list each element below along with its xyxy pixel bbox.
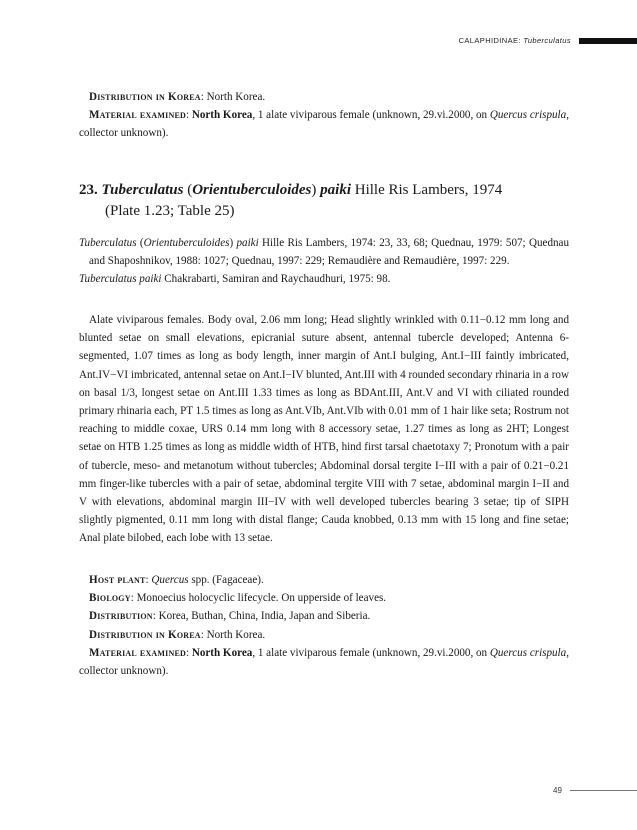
material-examined-line: Material examined: North Korea, 1 alate viviparous female (unknown, 29.vi.2000, on Quercus crispula, collector unknown). <box>79 109 569 140</box>
plate-reference: (Plate 1.23; Table 25) <box>105 203 235 219</box>
distribution-label: Distribution <box>89 610 153 623</box>
footer-rule <box>570 790 637 791</box>
running-head-bar <box>579 38 637 44</box>
synonymy <box>79 234 569 289</box>
bottom-records <box>79 571 569 680</box>
species-title: 23. Tuberculatus (Orientuberculoides) paiki Hille Ris Lambers, 1974 <box>79 182 503 198</box>
running-head-text: CALAPHIDINAE: Tuberculatus <box>458 36 571 45</box>
synonymy-line: Tuberculatus (Orientuberculoides) paiki Hille Ris Lambers, 1974: 23, 33, 68; Quednau, 1979: 507; Quednau and Shaposhnikov, 1988: 1027; Quednau, 1997: 229; Remaudière and Remaudière, 1997: 229. <box>79 237 570 268</box>
distribution-korea-label: Distribution in Korea <box>89 91 201 103</box>
top-records <box>79 88 569 143</box>
running-head-genus: Tuberculatus <box>523 36 571 45</box>
description <box>79 311 569 548</box>
description-paragraph: Alate viviparous females. Body oval, 2.06 mm long; Head slightly wrinkled with 0.11−0.12 mm long and blunted setae on small elevations, epicranial suture absent, antennal tubercle developed; Antenna 6-segmented, 1.07 times as long as body length, inner margin of Ant.I bulging, Ant.I−III faintly imbricated, Ant.IV−VI imbricated, antennal setae on Ant.I−IV blunted, Ant.III with 4 rounded secondary rhinaria in a row on basal 1/3, longest setae on Ant.III 1.33 times as long as BDAnt.III, Ant.V and VI with ciliated rounded primary rhinaria each, PT 1.5 times as long as Ant.VIb, Ant.VIb with 0.01 mm of 1 hair like seta; Rostrum not reaching to middle coxae, URS 0.14 mm long with 8 accessory setae, 1.27 times as long as 2HT; Longest setae on HTB 1.25 times as long as middle width of HTB, hind first tarsal chaetotaxy 7; Pronotum with a pair of tubercle, meso- and metanotum without tubercles; Abdominal dorsal tergite I−III with a pair of 0.21−0.21 mm finger-like tubercles with a pair of setae, abdominal tergite VIII with 7 setae, abdominal margin I−II and V with elevations, abdominal margin III−IV with well developed tubercles bearing 3 setae; tip of SIPH slightly pigmented, 0.11 mm long with distal flange; Cauda knobbed, 0.13 mm with 15 long and fine setae; Anal plate bilobed, each lobe with 13 setae. <box>79 314 569 545</box>
distribution-korea-line: Distribution in Korea: North Korea. <box>89 628 266 641</box>
page-number: 49 <box>553 786 562 795</box>
material-examined-label: Material examined <box>89 646 186 659</box>
material-examined-line: Material examined: North Korea, 1 alate viviparous female (unknown, 29.vi.2000, on Quercus crispula, collector unknown). <box>79 646 569 678</box>
material-examined-label: Material examined <box>89 109 186 122</box>
distribution-line: Distribution: Korea, Buthan, China, India, Japan and Siberia. <box>89 610 371 623</box>
host-plant-line: Host plant: Quercus spp. (Fagaceae). <box>89 574 264 586</box>
host-plant-label: Host plant <box>89 574 146 586</box>
biology-label: Biology <box>89 592 131 605</box>
species-heading <box>79 180 569 222</box>
distribution-korea-line: Distribution in Korea: North Korea. <box>89 91 266 103</box>
biology-line: Biology: Monoecius holocyclic lifecycle. On upperside of leaves. <box>89 592 387 605</box>
distribution-korea-label: Distribution in Korea <box>89 628 201 641</box>
running-head <box>459 36 637 45</box>
synonymy-line: Tuberculatus paiki Chakrabarti, Samiran and Raychaudhuri, 1975: 98. <box>79 273 391 286</box>
page-footer <box>553 786 637 795</box>
